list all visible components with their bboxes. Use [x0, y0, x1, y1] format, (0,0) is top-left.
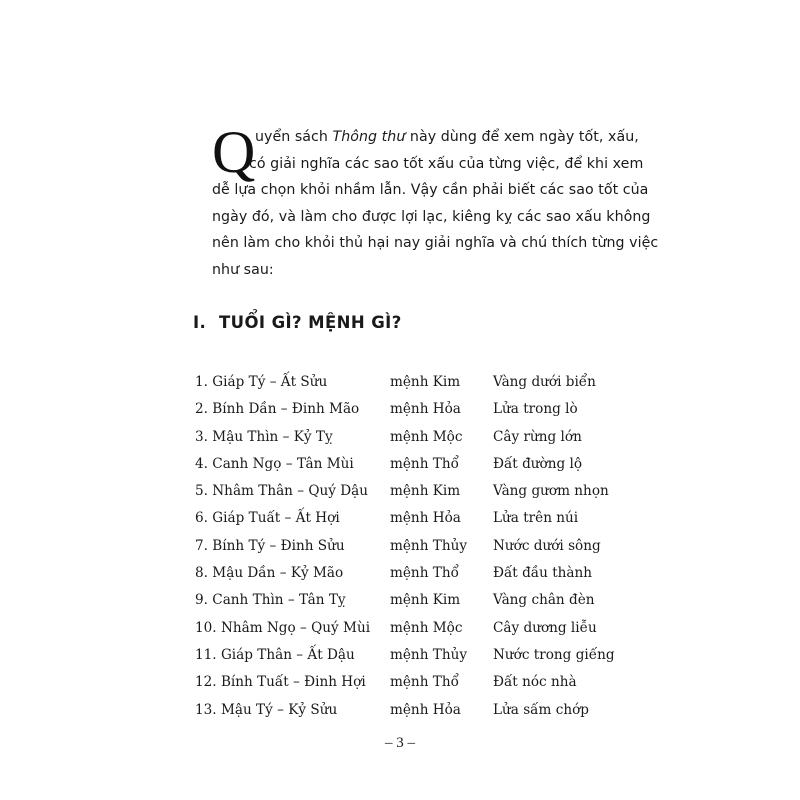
table-row: [195, 587, 615, 614]
table-row: [195, 642, 615, 669]
element: mệnh Kim: [390, 483, 461, 500]
intro-line-2: có giải nghĩa các sao tốt xấu của từng việc, để khi xem: [249, 155, 644, 172]
element-meaning: Cây dương liễu: [493, 619, 597, 636]
element-meaning: Nước trong giếng: [493, 646, 615, 663]
year-pair: 6. Giáp Tuất – Ất Hợi: [195, 510, 340, 527]
intro-line-1-end: này dùng để xem ngày tốt, xấu,: [405, 129, 639, 145]
element-meaning: Vàng gươm nhọn: [493, 483, 609, 500]
intro-line-5: nên làm cho khỏi thủ hại nay giải nghĩa và chú thích từng việc: [212, 235, 659, 251]
intro-line-3: dễ lựa chọn khỏi nhầm lẫn. Vậy cần phải biết các sao tốt của: [212, 182, 649, 198]
table-row: [195, 533, 615, 560]
drop-cap: Q: [212, 119, 256, 185]
year-pair: 11. Giáp Thân – Ất Dậu: [195, 646, 355, 663]
table-row: [195, 505, 615, 532]
zodiac-element-table: [195, 369, 615, 724]
year-pair: 1. Giáp Tý – Ất Sửu: [195, 374, 328, 390]
table-row: [195, 369, 615, 396]
element-meaning: Lửa trên núi: [493, 510, 579, 527]
intro-paragraph: [212, 119, 659, 283]
element: mệnh Thủy: [390, 537, 468, 554]
element: mệnh Thổ: [390, 565, 459, 582]
element-meaning: Vàng dưới biển: [493, 374, 596, 390]
element-meaning: Lửa sấm chớp: [493, 701, 589, 718]
element: mệnh Mộc: [390, 428, 463, 445]
year-pair: 2. Bính Dần – Đinh Mão: [195, 401, 360, 418]
intro-line-4: ngày đó, và làm cho được lợi lạc, kiêng kỵ các sao xấu không: [212, 208, 651, 225]
section-heading: [193, 313, 402, 332]
element-meaning: Vàng chân đèn: [493, 592, 595, 609]
table-row: [195, 697, 615, 724]
table-row: [195, 451, 615, 478]
element-meaning: Đất đường lộ: [493, 455, 583, 472]
table-row: [195, 424, 615, 451]
section-number: I.: [193, 313, 207, 332]
element: mệnh Hỏa: [390, 401, 461, 418]
element: mệnh Thổ: [390, 455, 459, 472]
section-title: TUỔI GÌ? MỆNH GÌ?: [219, 313, 402, 332]
year-pair: 13. Mậu Tý – Kỷ Sửu: [195, 701, 338, 718]
element: mệnh Thổ: [390, 674, 459, 691]
year-pair: 8. Mậu Dần – Kỷ Mão: [195, 565, 344, 582]
table-row: [195, 478, 615, 505]
year-pair: 5. Nhâm Thân – Quý Dậu: [195, 483, 369, 500]
element: mệnh Thủy: [390, 646, 468, 663]
element: mệnh Hỏa: [390, 510, 461, 527]
element: mệnh Mộc: [390, 619, 463, 636]
year-pair: 3. Mậu Thìn – Kỷ Tỵ: [195, 428, 333, 445]
element: mệnh Hỏa: [390, 701, 461, 718]
year-pair: 4. Canh Ngọ – Tân Mùi: [195, 455, 354, 472]
intro-line-1: [212, 124, 639, 151]
table-row: [195, 396, 615, 423]
element-meaning: Đất đầu thành: [493, 565, 593, 582]
element-meaning: Lửa trong lò: [493, 401, 578, 418]
table-row: [195, 615, 615, 642]
year-pair: 10. Nhâm Ngọ – Quý Mùi: [195, 619, 371, 636]
element: mệnh Kim: [390, 374, 461, 390]
year-pair: 9. Canh Thìn – Tân Tỵ: [195, 592, 346, 609]
element: mệnh Kim: [390, 592, 461, 609]
table-row: [195, 669, 615, 696]
table-row: [195, 560, 615, 587]
element-meaning: Đất nóc nhà: [493, 674, 577, 691]
year-pair: 7. Bính Tý – Đinh Sửu: [195, 537, 345, 554]
element-meaning: Cây rừng lớn: [493, 428, 582, 445]
year-pair: 12. Bính Tuất – Đinh Hợi: [195, 674, 366, 691]
intro-line-6: như sau:: [212, 261, 274, 278]
intro-line-1-start: uyển sách: [255, 129, 333, 145]
book-title-italic: Thông thư: [332, 129, 406, 145]
page-number: – 3 –: [385, 735, 415, 751]
element-meaning: Nước dưới sông: [493, 537, 601, 554]
